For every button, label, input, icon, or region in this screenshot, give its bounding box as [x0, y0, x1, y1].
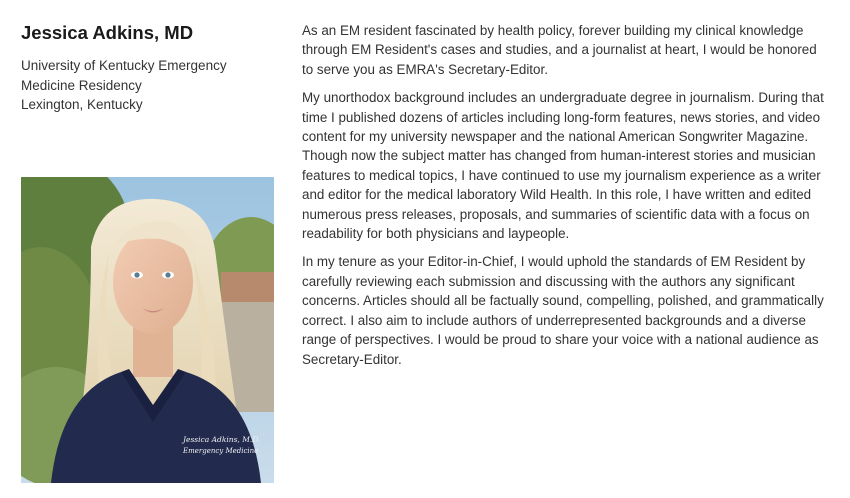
embroidery-title: Emergency Medicine: [183, 447, 259, 455]
candidate-photo: [21, 177, 274, 483]
candidate-name: Jessica Adkins, MD: [21, 22, 194, 43]
candidate-affiliation: [21, 56, 276, 115]
candidate-statement: [302, 21, 827, 378]
affiliation-program-line1: University of Kentucky Emergency: [21, 58, 227, 73]
embroidery-name: Jessica Adkins, M.D.: [183, 435, 261, 444]
statement-paragraph-3: In my tenure as your Editor-in-Chief, I would uphold the standards of EM Resident by carefully reviewing each submission and discussing with the authors any significant concerns. Articles should all be factually sound, compelling, polished, and grammatically correct. I also aim to include authors of underrepresented backgrounds and a diverse range of perspectives. I would be proud to share your voice with a national audience as Secretary-Editor.: [302, 254, 824, 367]
statement-paragraph-2: My unorthodox background includes an undergraduate degree in journalism. During that time I published dozens of articles including long-form features, news stories, and video content for my university newspaper and the national American Songwriter Magazine. Though now the subject matter has changed from human-interest stories and musician features to medical topics, I have continued to use my journalism experience as a writer and editor for the medical laboratory Wild Health. In this role, I have written and edited numerous press releases, proposals, and summaries of scientific data with a focus on readability for both physicians and laypeople.: [302, 90, 824, 242]
affiliation-location: Lexington, Kentucky: [21, 97, 143, 112]
candidate-info: [21, 20, 276, 115]
affiliation-program-line2: Medicine Residency: [21, 77, 142, 93]
portrait-photo-icon: [21, 177, 274, 483]
statement-paragraph-1: As an EM resident fascinated by health policy, forever building my clinical knowledge through EM Resident's cases and studies, and a journalist at heart, I would be honored to serve you as EMRA's Secretary-Editor.: [302, 23, 817, 77]
